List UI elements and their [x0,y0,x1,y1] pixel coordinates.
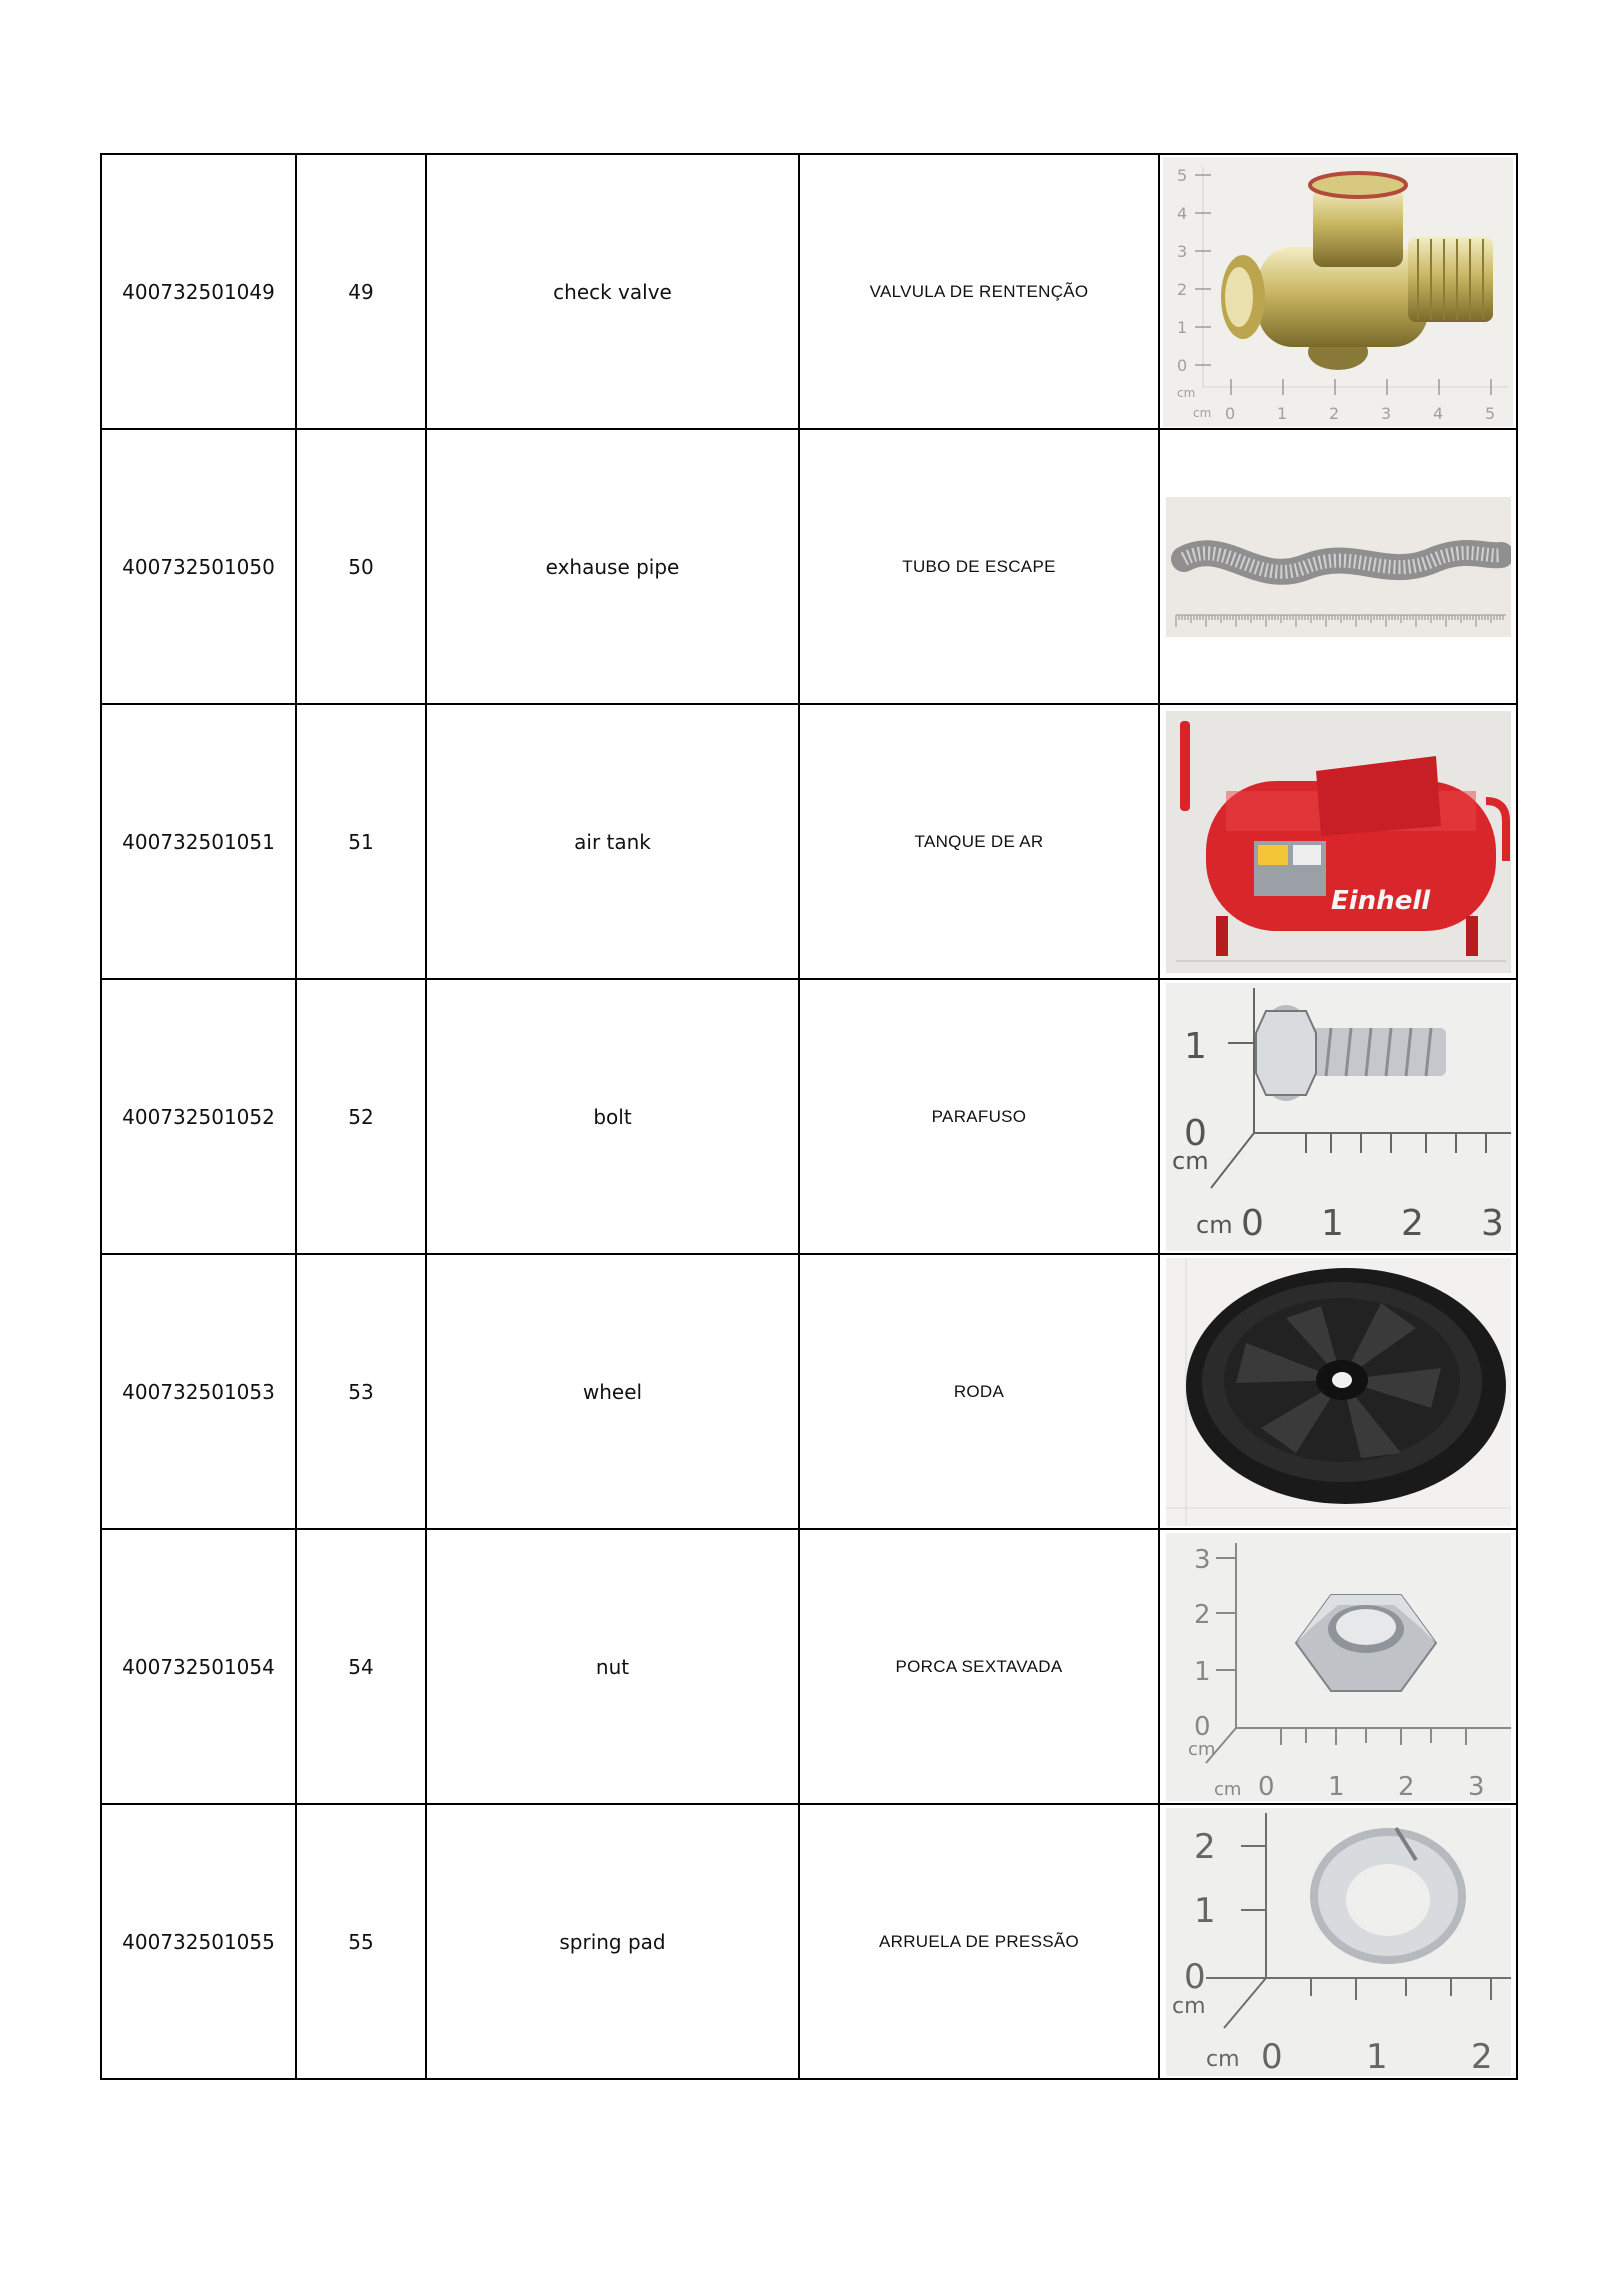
part-number: 400732501051 [101,704,296,979]
scale-y-label: 2 [1177,279,1188,299]
table-row [101,429,1517,704]
scale-y-label: 1 [1177,317,1188,337]
brand-logo-text: Einhell [1330,885,1430,916]
table-row [101,704,1517,979]
nut-photo [1166,1533,1511,1801]
part-name-en: air tank [426,704,799,979]
position-number: 51 [296,704,426,979]
scale-x-label: 3 [1480,1202,1504,1244]
scale-y-label: 0 [1177,355,1188,375]
check-valve-photo [1163,157,1513,427]
part-number: 400732501054 [101,1529,296,1804]
position-number: 50 [296,429,426,704]
table-row [101,1804,1517,2079]
scale-y-label: 0 [1193,1711,1211,1742]
scale-x-label: 0 [1257,1771,1275,1801]
table-row [101,1529,1517,1804]
scale-y-label: 4 [1177,203,1188,223]
part-name-pt: TANQUE DE AR [799,704,1159,979]
part-name-pt: VALVULA DE RENTENÇÃO [799,154,1159,429]
part-name-pt: ARRUELA DE PRESSÃO [799,1804,1159,2079]
scale-x-label: 2 [1470,2036,1493,2076]
scale-x-label: 1 [1365,2036,1388,2076]
scale-unit: cm [1213,1778,1241,1800]
scale-unit: cm [1205,2046,1240,2072]
part-name-en: wheel [426,1254,799,1529]
part-photo-cell [1159,1254,1517,1529]
parts-table [100,153,1518,2080]
position-number: 49 [296,154,426,429]
position-number: 52 [296,979,426,1254]
scale-unit: cm [1193,405,1212,420]
part-name-pt: PORCA SEXTAVADA [799,1529,1159,1804]
scale-y-label: 2 [1193,1826,1216,1867]
air-tank-photo [1166,711,1511,973]
part-photo-cell [1159,704,1517,979]
table-row [101,1254,1517,1529]
scale-x-label: 5 [1485,403,1496,423]
scale-x-label: 1 [1277,403,1288,423]
scale-y-label: 5 [1177,165,1188,185]
part-photo-cell [1159,429,1517,704]
position-number: 54 [296,1529,426,1804]
part-name-pt: RODA [799,1254,1159,1529]
part-number: 400732501049 [101,154,296,429]
position-number: 53 [296,1254,426,1529]
part-name-en: spring pad [426,1804,799,2079]
part-name-en: exhause pipe [426,429,799,704]
spring-washer-photo [1166,1808,1511,2076]
part-name-pt: TUBO DE ESCAPE [799,429,1159,704]
part-number: 400732501052 [101,979,296,1254]
scale-y-label: 0 [1183,1956,1206,1997]
part-photo-cell [1159,1529,1517,1804]
scale-unit: cm [1177,385,1196,400]
scale-unit: cm [1195,1210,1233,1239]
part-number: 400732501055 [101,1804,296,2079]
scale-y-label: 1 [1193,1890,1216,1931]
scale-x-label: 0 [1260,2036,1283,2076]
scale-y-label: 2 [1193,1599,1211,1630]
scale-x-label: 1 [1320,1202,1344,1244]
scale-x-label: 3 [1467,1771,1485,1801]
scale-unit: cm [1171,1993,1206,2019]
part-number: 400732501050 [101,429,296,704]
scale-x-label: 0 [1240,1202,1264,1244]
scale-y-label: 1 [1193,1656,1211,1687]
scale-x-label: 0 [1225,403,1236,423]
scale-x-label: 3 [1381,403,1392,423]
scale-x-label: 2 [1329,403,1340,423]
scale-x-label: 2 [1400,1202,1424,1244]
scale-y-label: 3 [1193,1544,1211,1575]
wheel-photo [1166,1258,1511,1526]
scale-y-label: 3 [1177,241,1188,261]
scale-x-label: 2 [1397,1771,1415,1801]
part-name-en: nut [426,1529,799,1804]
part-name-en: check valve [426,154,799,429]
table-row [101,979,1517,1254]
table-row [101,154,1517,429]
scale-y-label: 0 [1183,1112,1207,1154]
scale-x-label: 1 [1327,1771,1345,1801]
part-photo-cell [1159,979,1517,1254]
bolt-photo [1166,983,1511,1251]
part-photo-cell [1159,154,1517,429]
position-number: 55 [296,1804,426,2079]
part-name-pt: PARAFUSO [799,979,1159,1254]
part-number: 400732501053 [101,1254,296,1529]
exhaust-pipe-photo [1166,497,1511,637]
scale-unit: cm [1171,1146,1209,1175]
scale-y-label: 1 [1183,1025,1207,1067]
part-photo-cell [1159,1804,1517,2079]
part-name-en: bolt [426,979,799,1254]
scale-unit: cm [1187,1738,1215,1760]
scale-x-label: 4 [1433,403,1444,423]
